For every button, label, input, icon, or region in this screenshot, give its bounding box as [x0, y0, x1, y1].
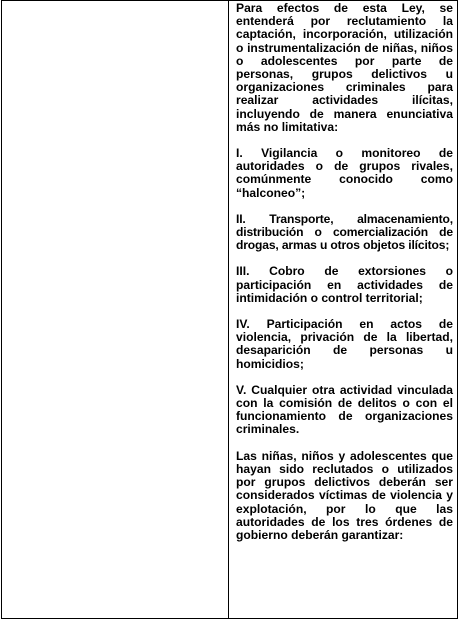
paragraph-fraction-i: I. Vigilancia o monitoreo de autoridades o de grupos rivales, comúnmente conocido como “halconeo”;	[236, 146, 453, 200]
paragraph-fraction-ii: II. Transporte, almacenamiento, distribución o comercialización de drogas, armas u otros objetos ilícitos;	[236, 211, 453, 253]
paragraph-fraction-iv: IV. Participación en actos de violencia, privación de la libertad, desaparición de personas u homicidios;	[236, 317, 453, 371]
right-column-cell	[229, 1, 457, 618]
left-column-cell	[2, 1, 229, 618]
paragraph-victims: Las niñas, niños y adolescentes que hayan sido reclutados o utilizados por grupos delictivos deberán ser considerados víctimas de violencia y explotación, por lo que las autoridades de los tres órdenes de gobierno deberán garantizar:	[236, 448, 453, 542]
comparison-table	[1, 0, 458, 619]
paragraph-fraction-iii: III. Cobro de extorsiones o participación en actividades de intimidación o control territorial;	[236, 264, 453, 305]
paragraph-fraction-v: V. Cualquier otra actividad vinculada con la comisión de delitos o con el funcionamiento de organizaciones criminales.	[236, 382, 453, 437]
paragraph-definition: Para efectos de esta Ley, se entenderá por reclutamiento la captación, incorporación, utilización o instrumentalización de niñas, niños o adolescentes por parte de personas, grupos delictivos u organizaciones criminales para realizar actividades ilícitas, incluyendo de manera enunciativa más no limitativa:	[236, 1, 453, 134]
